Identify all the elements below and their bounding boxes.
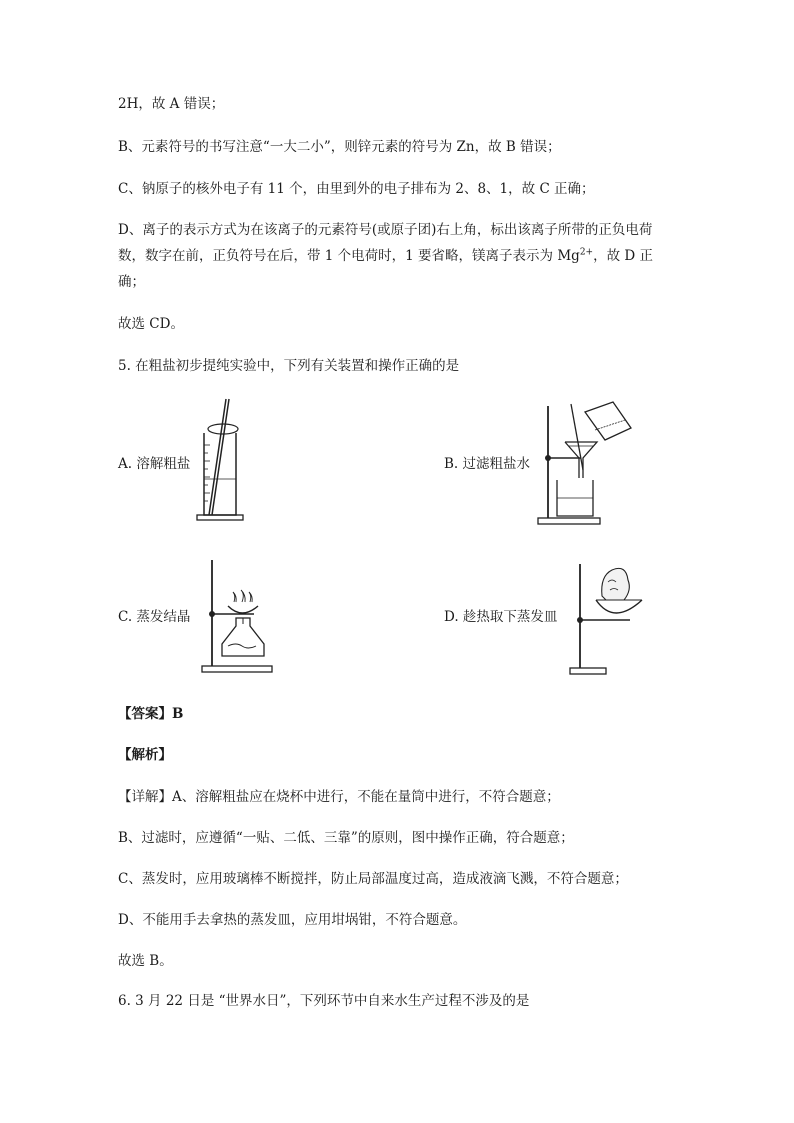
text-line-5-post: ，故 D 正 [593, 248, 653, 264]
question-5-stem: 5. 在粗盐初步提纯实验中，下列有关装置和操作正确的是 [118, 358, 460, 374]
text-line-3: C、钠原子的核外电子有 11 个，由里到外的电子排布为 2、8、1，故 C 正确； [118, 181, 595, 197]
text-line-6: 确； [118, 274, 145, 290]
text-line-7: 故选 CD。 [118, 316, 184, 332]
option-c-label: C. 蒸发结晶 [118, 609, 191, 625]
option-b-label: B. 过滤粗盐水 [444, 456, 531, 472]
analysis-b-line: B、过滤时，应遵循“一贴、二低、三靠”的原则，图中操作正确，符合题意； [118, 830, 574, 846]
text-line-4: D、离子的表示方式为在该离子的元素符号(或原子团)右上角，标出该离子所带的正负电荷 [118, 222, 653, 238]
text-line-2: B、元素符号的书写注意“一大二小”，则锌元素的符号为 Zn，故 B 错误； [118, 139, 561, 155]
choice-line: 故选 B。 [118, 953, 173, 969]
analysis-c-line: C、蒸发时，应用玻璃棒不断搅拌，防止局部温度过高，造成液滴飞溅，不符合题意； [118, 871, 628, 887]
hand-evaporating-dish-figure [566, 560, 646, 678]
analysis-d-line: D、不能用手去拿热的蒸发皿，应用坩埚钳，不符合题意。 [118, 912, 467, 928]
text-line-5 [118, 247, 653, 265]
charge-superscript: 2+ [579, 247, 594, 258]
text-line-1: 2H，故 A 错误； [118, 96, 225, 112]
evaporation-figure [198, 556, 278, 674]
text-line-5-pre: 数，数字在前，正负符号在后，带 1 个电荷时，1 要省略，镁离子表示为 Mg [118, 248, 580, 264]
filtration-figure [535, 400, 635, 528]
analysis-title: 【解析】 [118, 747, 172, 763]
detail-line: 【详解】A、溶解粗盐应在烧杯中进行，不能在量筒中进行，不符合题意； [118, 789, 560, 805]
answer-line: 【答案】B [118, 706, 184, 722]
option-a-label: A. 溶解粗盐 [118, 456, 191, 472]
graduated-cylinder-figure [195, 395, 245, 525]
option-d-label: D. 趁热取下蒸发皿 [444, 609, 558, 625]
question-6-stem: 6. 3 月 22 日是 “世界水日”，下列环节中自来水生产过程不涉及的是 [118, 993, 530, 1009]
